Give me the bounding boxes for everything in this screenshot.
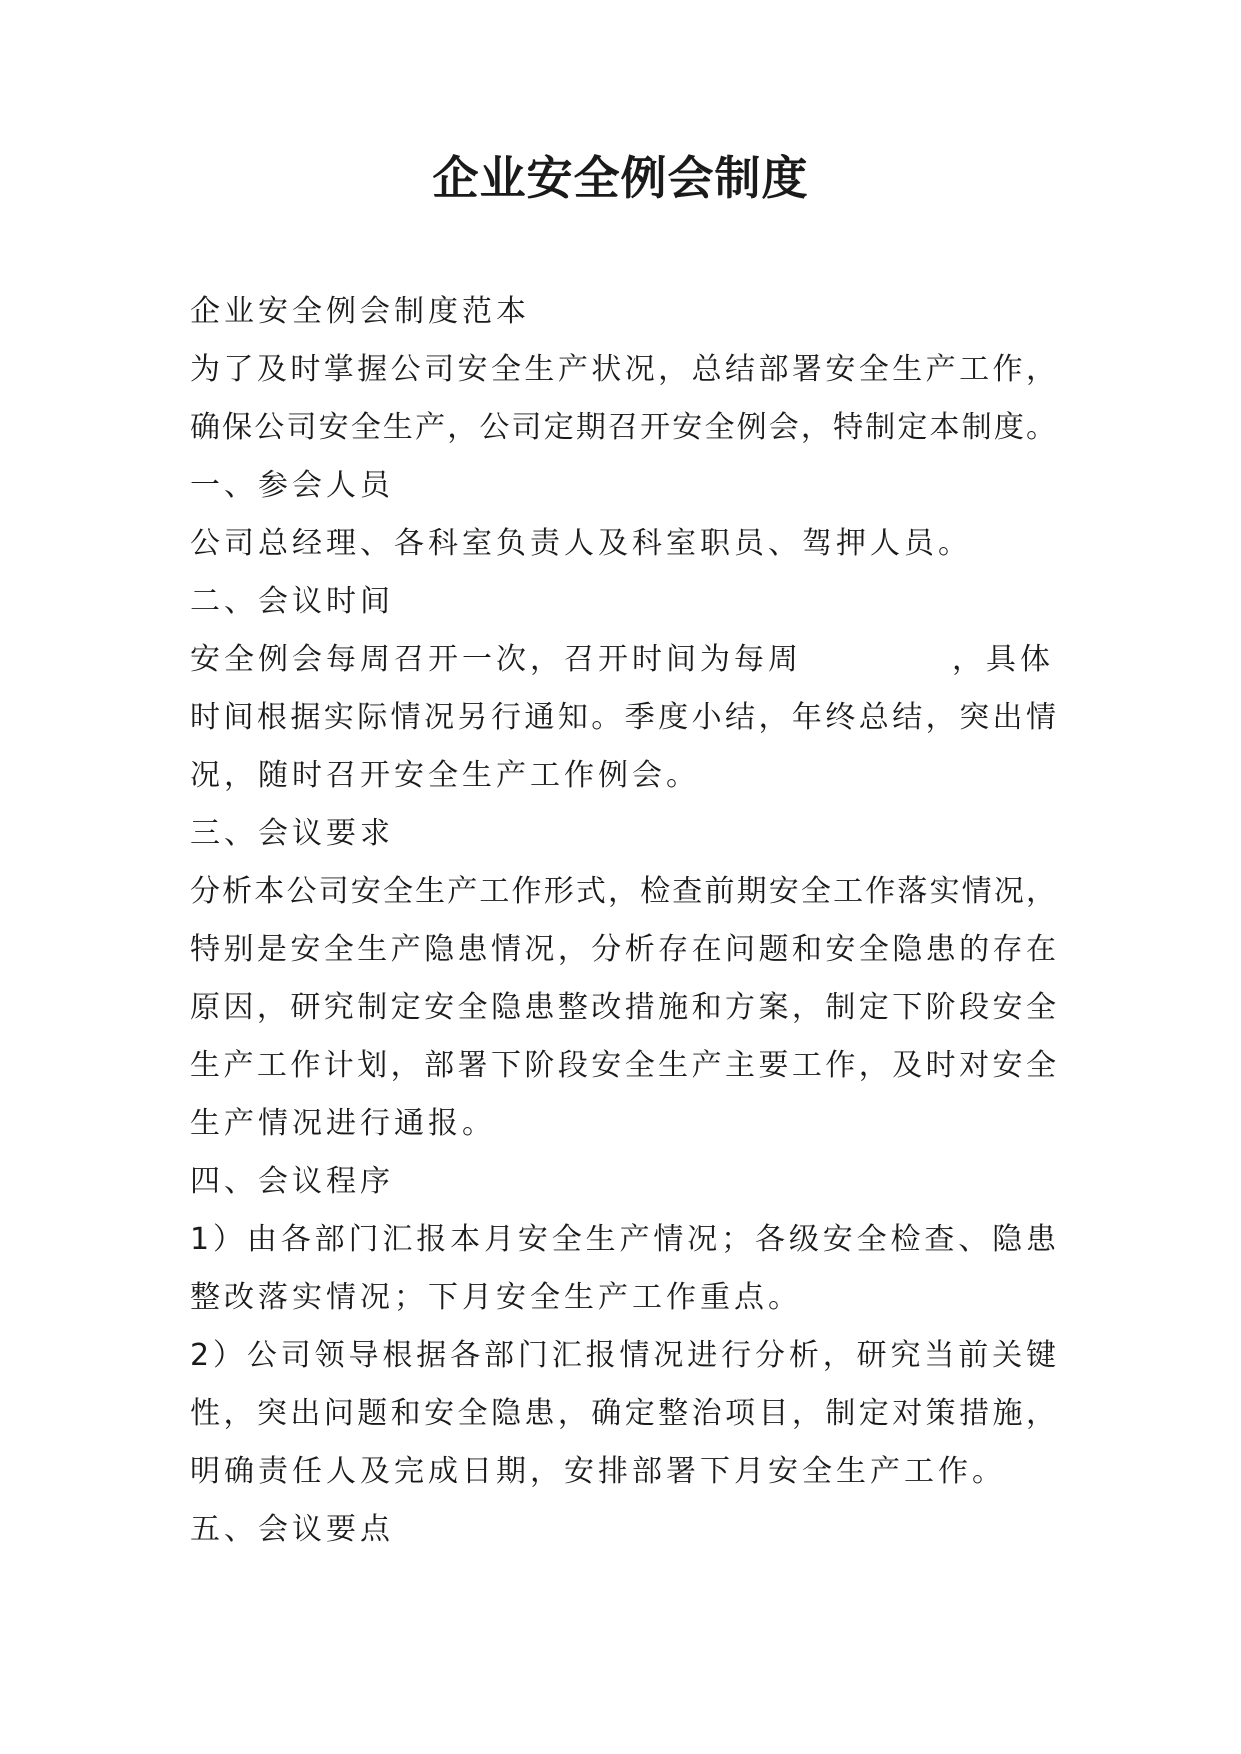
line-segment: ，具体 — [952, 642, 1054, 677]
paragraph-line-with-blank — [190, 631, 1090, 689]
paragraph-line: 为了及时掌握公司安全生产状况，总结部署安全生产工作， — [190, 352, 1058, 387]
section-heading: 五、会议要点 — [190, 1512, 394, 1547]
paragraph-line: 况，随时召开安全生产工作例会。 — [190, 758, 700, 793]
paragraph-line: 生产工作计划，部署下阶段安全生产主要工作，及时对安全 — [190, 1048, 1058, 1083]
paragraph-line: 整改落实情况；下月安全生产工作重点。 — [190, 1280, 802, 1315]
paragraph-line: 生产情况进行通报。 — [190, 1106, 496, 1141]
paragraph-line: 时间根据实际情况另行通知。季度小结，年终总结，突出情 — [190, 700, 1058, 735]
section-heading: 二、会议时间 — [190, 584, 394, 619]
document-body — [190, 283, 1090, 1559]
document-title: 企业安全例会制度 — [432, 151, 809, 205]
line-segment: 安全例会每周召开一次，召开时间为每周 — [190, 642, 802, 677]
paragraph-line: 公司总经理、各科室负责人及科室职员、驾押人员。 — [190, 526, 972, 561]
paragraph-line: 原因，研究制定安全隐患整改措施和方案，制定下阶段安全 — [190, 990, 1058, 1025]
section-heading: 一、参会人员 — [190, 468, 394, 503]
paragraph-line: 特别是安全生产隐患情况，分析存在问题和安全隐患的存在 — [190, 932, 1058, 967]
paragraph-line: 2）公司领导根据各部门汇报情况进行分析，研究当前关键 — [190, 1338, 1058, 1373]
paragraph-line: 性，突出问题和安全隐患，确定整治项目，制定对策措施， — [190, 1396, 1058, 1431]
section-heading: 四、会议程序 — [190, 1164, 394, 1199]
section-heading: 三、会议要求 — [190, 816, 394, 851]
paragraph-line: 明确责任人及完成日期，安排部署下月安全生产工作。 — [190, 1454, 1006, 1489]
paragraph-line: 分析本公司安全生产工作形式，检查前期安全工作落实情况， — [190, 874, 1058, 909]
paragraph-line: 确保公司安全生产，公司定期召开安全例会，特制定本制度。 — [190, 410, 1058, 445]
paragraph-line: 1）由各部门汇报本月安全生产情况；各级安全检查、隐患 — [190, 1222, 1058, 1257]
subtitle-line: 企业安全例会制度范本 — [190, 294, 530, 329]
